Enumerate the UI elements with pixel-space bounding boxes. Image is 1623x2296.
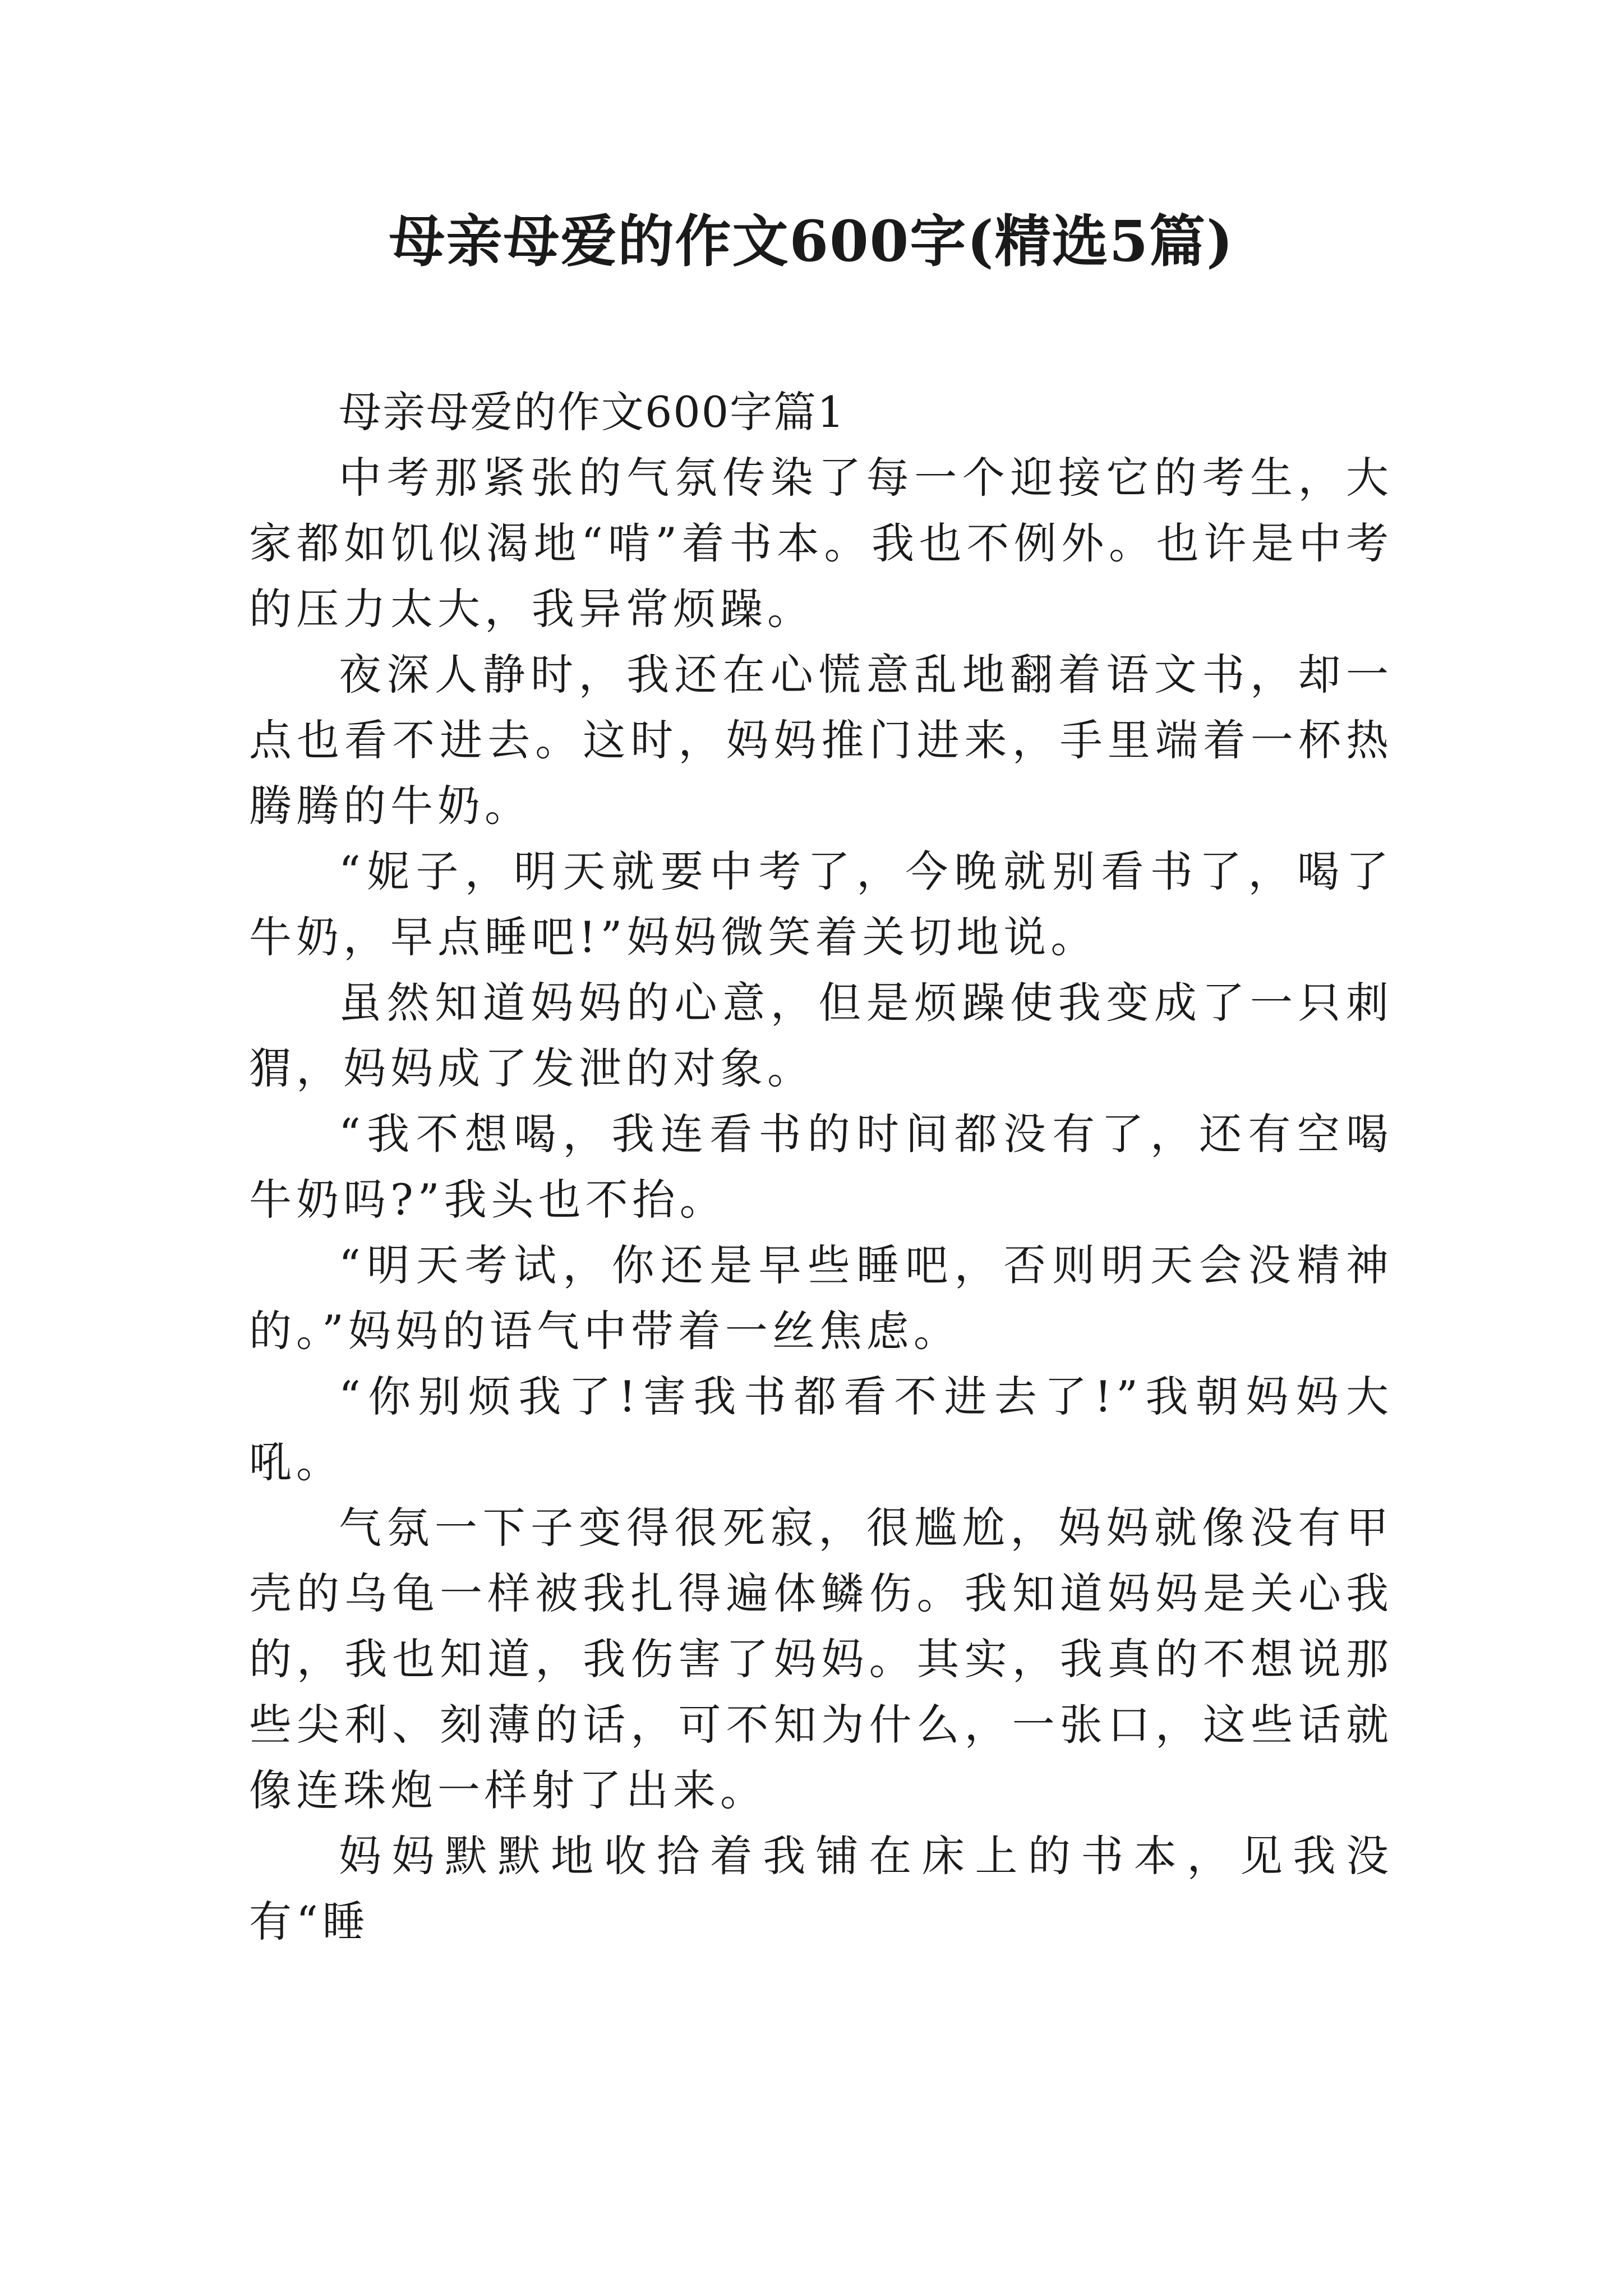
paragraph: 气氛一下子变得很死寂，很尴尬，妈妈就像没有甲壳的乌龟一样被我扎得遍体鳞伤。我知道妈妈是关心我的，我也知道，我伤害了妈妈。其实，我真的不想说那些尖利、刻薄的话，可不知为什么，一张口，这些话就像连珠炮一样射了出来。 — [249, 1503, 1393, 1815]
paragraph: 虽然知道妈妈的心意，但是烦躁使我变成了一只刺猬，妈妈成了发泄的对象。 — [249, 978, 1393, 1093]
paragraph: “妮子，明天就要中考了，今晚就别看书了，喝了牛奶，早点睡吧!”妈妈微笑着关切地说。 — [249, 846, 1393, 962]
document-body — [249, 379, 1393, 1954]
paragraph: “明天考试，你还是早些睡吧，否则明天会没精神的。”妈妈的语气中带着一丝焦虑。 — [249, 1240, 1393, 1356]
paragraph: 夜深人静时，我还在心慌意乱地翻着语文书，却一点也看不进去。这时，妈妈推门进来，手里端着一杯热腾腾的牛奶。 — [249, 650, 1393, 831]
document-title: 母亲母爱的作文600字(精选5篇) — [389, 208, 1234, 274]
paragraph: “我不想喝，我连看书的时间都没有了，还有空喝牛奶吗?”我头也不抬。 — [249, 1109, 1393, 1225]
section-heading: 母亲母爱的作文600字篇1 — [339, 387, 846, 437]
paragraph: “你别烦我了!害我书都看不进去了!”我朝妈妈大吼。 — [249, 1372, 1393, 1487]
paragraph: 中考那紧张的气氛传染了每一个迎接它的考生，大家都如饥似渴地“啃”着书本。我也不例外。也许是中考的压力太大，我异常烦躁。 — [249, 453, 1393, 634]
paragraph: 妈妈默默地收拾着我铺在床上的书本，见我没有“睡 — [249, 1831, 1393, 1947]
